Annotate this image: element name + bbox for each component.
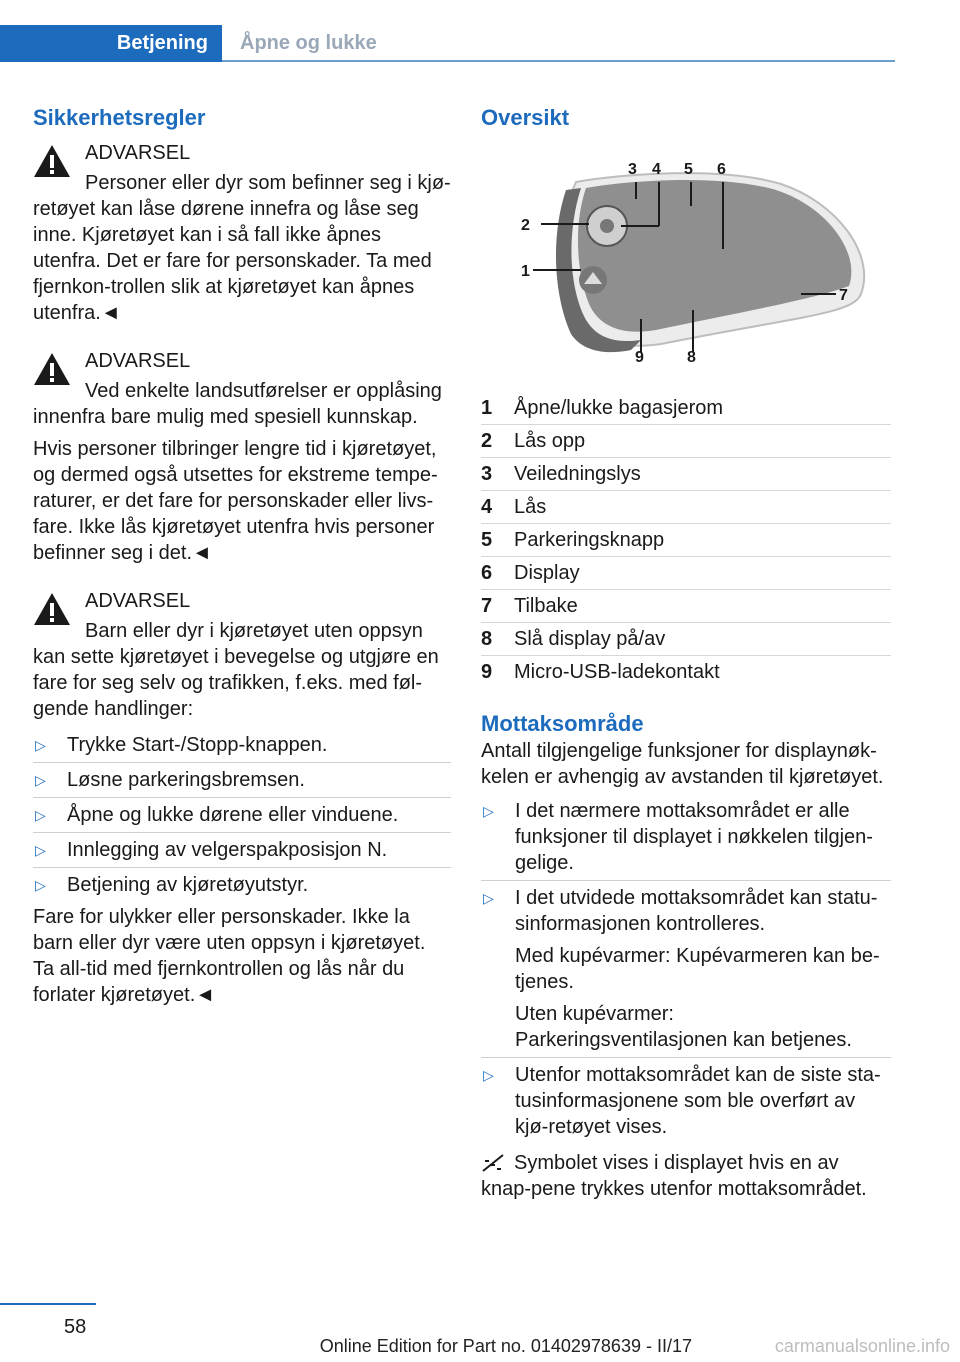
range-bullet-list: [481, 794, 891, 1144]
figure-label: 6: [717, 161, 726, 178]
warning-block-1: [33, 140, 451, 326]
list-item: ▷ Trykke Start-/Stopp-knappen.: [33, 728, 451, 763]
list-item: 7 Tilbake: [481, 590, 891, 623]
symbol-note: Symbolet vises i displayet hvis en av knap-pene trykkes utenfor mottaksområdet.: [481, 1152, 867, 1200]
display-key-illustration: [481, 144, 891, 364]
bullet-list: [33, 728, 451, 902]
triangle-bullet-icon: ▷: [483, 803, 494, 819]
closing-paragraph: Fare for ulykker eller personskader. Ikke la barn eller dyr være uten oppsyn i kjøretøyet. Ta all-tid med fjernkontrollen og lås når du forlater kjøretøyet.◄: [33, 906, 426, 1006]
warning-block-2: [33, 348, 451, 566]
warning-text-first-line: Personer eller dyr som befinner seg i kjø-: [85, 172, 451, 194]
list-item: ▷ Innlegging av velgerspakposisjon N.: [33, 833, 451, 868]
triangle-bullet-icon: ▷: [35, 737, 46, 753]
list-item: 5 Parkeringsknapp: [481, 524, 891, 557]
warning-label: ADVARSEL: [85, 142, 191, 164]
triangle-bullet-icon: ▷: [35, 772, 46, 788]
list-item: ▷ I det utvidede mottaksområdet kan statu-sinformasjonen kontrolleres. Med kupévarmer: Kupévarmeren kan be-tjenes. Uten kupévarmer: Parkeringsventilasjonen kan betjenes.: [481, 881, 891, 1058]
edition-text: Online Edition for Part no. 01402978639 - II/17: [319, 1336, 692, 1356]
page-number: 58: [64, 1316, 87, 1338]
warning-text: kan sette kjøretøyet i bevegelse og utgjøre en fare for seg selv og trafikken, f.eks. med føl-gende handlinger:: [33, 646, 439, 720]
list-item: ▷ Åpne og lukke dørene eller vinduene.: [33, 798, 451, 833]
list-item: ▷ I det nærmere mottaksområdet er alle funksjoner til displayet i nøkkelen tilgjen-gelige.: [481, 794, 891, 881]
triangle-bullet-icon: ▷: [35, 842, 46, 858]
list-item: 8 Slå display på/av: [481, 623, 891, 656]
triangle-bullet-icon: ▷: [35, 807, 46, 823]
sub-paragraph: Uten kupévarmer: Parkeringsventilasjonen kan betjenes.: [515, 1003, 852, 1051]
right-column: [481, 104, 891, 1202]
list-item: ▷ Betjening av kjøretøyutstyr.: [35, 874, 309, 896]
section-title-oversikt: Oversikt: [481, 105, 570, 130]
figure-label: 5: [684, 161, 693, 178]
list-item: 4 Lås: [481, 491, 891, 524]
warning-text: retøyet kan låse dørene innefra og låse seg inne. Kjøretøyet kan i så fall ikke åpnes utenfra. Det er fare for personskader. Ta med fjernkon-trollen slik at kjøretøyet kan åpnes utenfra.◄: [33, 198, 432, 324]
figure-label: 9: [635, 349, 644, 364]
warning-text-first-line: Barn eller dyr i kjøretøyet uten oppsyn: [85, 620, 423, 642]
figure-label: 2: [521, 217, 530, 234]
list-item: 2 Lås opp: [481, 425, 891, 458]
out-of-range-symbol-icon: [481, 1152, 507, 1174]
sub-paragraph: Med kupévarmer: Kupévarmeren kan be-tjenes.: [515, 945, 880, 993]
warning-label: ADVARSEL: [85, 590, 191, 612]
warning-text-first-line: Ved enkelte landsutførelser er opplåsing: [85, 380, 442, 402]
figure-label: 8: [687, 349, 696, 364]
watermark: carmanualsonline.info: [774, 1336, 950, 1356]
list-item: 9 Micro-USB-ladekontakt: [481, 661, 720, 683]
warning-label: ADVARSEL: [85, 350, 191, 372]
triangle-bullet-icon: ▷: [483, 890, 494, 906]
section-title-sikkerhetsregler: Sikkerhetsregler: [33, 105, 206, 130]
left-column: [33, 104, 451, 1008]
warning-triangle-icon: [33, 352, 71, 386]
triangle-bullet-icon: ▷: [483, 1067, 494, 1083]
component-list: [481, 392, 891, 688]
warning-triangle-icon: [33, 592, 71, 626]
figure-label: 7: [839, 287, 848, 304]
warning-triangle-icon: [33, 144, 71, 178]
section-intro: Antall tilgjengelige funksjoner for displaynøk-kelen er avhengig av avstanden til kjøretøyet.: [481, 740, 884, 788]
warning-paragraph: Hvis personer tilbringer lengre tid i kjøretøyet, og dermed også utsettes for ekstreme tempe-raturer, er det fare for personskader eller livs-fare. Ikke lås kjøretøyet utenfra hvis personer befinner seg i det.◄: [33, 438, 438, 564]
list-item: 3 Veiledningslys: [481, 458, 891, 491]
list-item: ▷ Utenfor mottaksområdet kan de siste sta-tusinformasjonene som ble overført av kjø-retøyet vises.: [483, 1064, 881, 1138]
figure-label: 3: [628, 161, 637, 178]
figure-label: 4: [652, 161, 661, 178]
list-item: 1 Åpne/lukke bagasjerom: [481, 392, 891, 425]
footer-rule: [0, 1303, 96, 1305]
header-rule: [222, 60, 895, 62]
warning-block-3: [33, 588, 451, 722]
list-item: ▷ Løsne parkeringsbremsen.: [33, 763, 451, 798]
tab-betjening[interactable]: Betjening: [0, 25, 222, 62]
tab-apne-og-lukke[interactable]: Åpne og lukke: [240, 32, 377, 54]
header-tabs: [0, 25, 895, 62]
triangle-bullet-icon: ▷: [35, 877, 46, 893]
warning-text: innenfra bare mulig med spesiell kunnskap.: [33, 406, 418, 428]
section-title-mottaksomrade: Mottaksområde: [481, 711, 644, 736]
list-item: 6 Display: [481, 557, 891, 590]
figure-label: 1: [521, 263, 530, 280]
